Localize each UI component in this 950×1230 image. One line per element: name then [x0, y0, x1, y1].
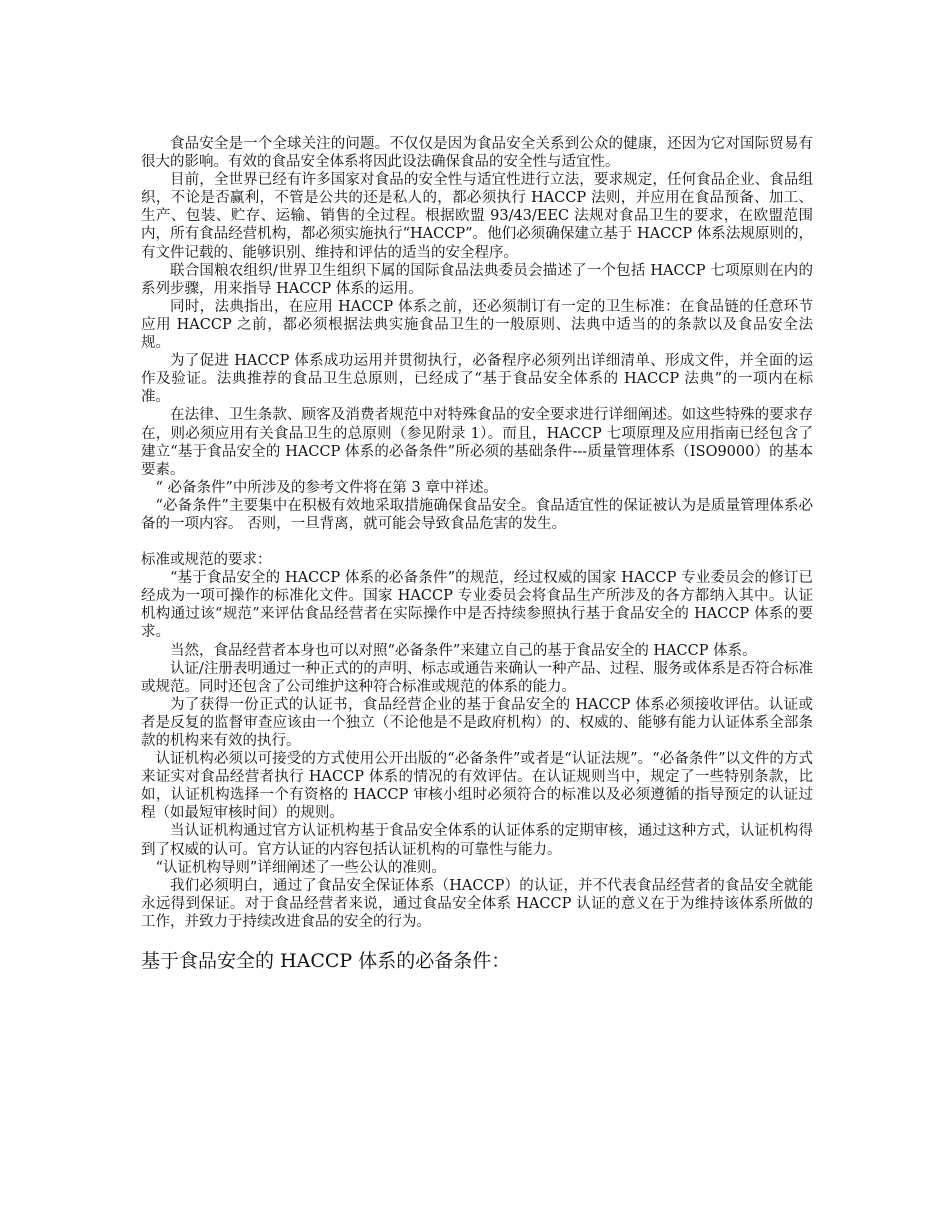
paragraph-special-requirements: 在法律、卫生条款、顾客及消费者规范中对特殊食品的安全要求进行详细阐述。如这些特殊的要求存在，则必须应用有关食品卫生的总原则（参见附录 1）。而且，HACCP 七项原理及应用指南已经包含了建立“基于食品安全的 HACCP 体系的必备条件”所必须的基础条件---质量管理体系（ISO9000）的基本要素。	[141, 407, 813, 478]
paragraph-specification: “基于食品安全的 HACCP 体系的必备条件”的规范，经过权威的国家 HACCP 专业委员会的修订已经成为一项可操作的标准化文件。国家 HACCP 专业委员会将食品生产所涉及的各方都纳入其中。认证机构通过该“规范”来评估食品经营者在实际操作中是否持续参照执行基于食品安全的 HACCP 体系的要求。	[141, 570, 813, 641]
blank-line	[141, 533, 813, 551]
paragraph-self-assessment: 当然，食品经营者本身也可以对照“必备条件”来建立自己的基于食品安全的 HACCP 体系。	[170, 642, 757, 659]
paragraph-reference-docs: “ 必备条件”中所涉及的参考文件将在第 3 章中祥述。	[155, 479, 498, 496]
paragraph-certification-definition: 认证/注册表明通过一种正式的的声明、标志或通告来确认一种产品、过程、服务或体系是否符合标准或规范。同时还包含了公司维护这种符合标准或规范的体系的能力。	[141, 660, 813, 695]
paragraph-hygiene-standards: 同时，法典指出，在应用 HACCP 体系之前，还必须制订有一定的卫生标准：在食品链的任意环节应用 HACCP 之前，都必须根据法典实施食品卫生的一般原则、法典中适当的的条款以及食品安全法规。	[141, 298, 813, 352]
section-heading: 基于食品安全的 HACCP 体系的必备条件：	[141, 950, 511, 973]
paragraph-certificate: 为了获得一份正式的认证书，食品经营企业的基于食品安全的 HACCP 体系必须接收评估。认证或者是反复的监督审查应该由一个独立（不论他是不是政府机构）的、权威的、能够有能力认证体系全部条款的机构来有效的执行。	[141, 696, 813, 749]
paragraph-accreditation: 当认证机构通过官方认证机构基于食品安全体系的认证体系的定期审核，通过这种方式，认证机构得到了权威的认可。官方认证的内容包括认证机构的可靠性与能力。	[141, 823, 813, 858]
paragraph-intro: 食品安全是一个全球关注的问题。不仅仅是因为食品安全关系到公众的健康，还因为它对国际贸易有很大的影响。有效的食品安全体系将因此设法确保食品的安全性与适宜性。	[141, 136, 813, 171]
paragraph-guidelines: “认证机构导则”详细阐述了一些公认的准则。	[155, 859, 446, 876]
paragraph-focus: “必备条件”主要集中在积极有效地采取措施确保食品安全。食品适宜性的保证被认为是质量管理体系必备的一项内容。 否则，一旦背离，就可能会导致食品危害的发生。	[141, 497, 813, 532]
section-label-requirements: 标准或规范的要求：	[141, 552, 272, 569]
paragraph-certification-body: 认证机构必须以可接受的方式使用公开出版的“必备条件”或者是“认证法规”。“必备条件”以文件的方式来证实对食品经营者执行 HACCP 体系的情况的有效评估。在认证规则当中，规定了一些特别条款，比如，认证机构选择一个有资格的 HACCP 审核小组时必须符合的标准以及必须遵循的指导预定的认证过程（如最短审核时间）的规则。	[141, 751, 813, 822]
paragraph-prerequisite-programs: 为了促进 HACCP 体系成功运用并贯彻执行，必备程序必须列出详细清单、形成文件，并全面的运作及验证。法典推荐的食品卫生总原则，已经成了“基于食品安全体系的 HACCP 法典”的一项内在标准。	[141, 353, 813, 406]
document-page	[141, 135, 813, 973]
paragraph-codex: 联合国粮农组织/世界卫生组织下属的国际食品法典委员会描述了一个包括 HACCP 七项原则在内的系列步骤，用来指导 HACCP 体系的运用。	[141, 262, 813, 297]
paragraph-conclusion: 我们必须明白，通过了食品安全保证体系（HACCP）的认证，并不代表食品经营者的食品安全就能永远得到保证。对于食品经营者来说，通过食品安全体系 HACCP 认证的意义在于为维持该体系所做的工作，并致力于持续改进食品的安全的行为。	[141, 877, 813, 930]
paragraph-legislation: 目前，全世界已经有许多国家对食品的安全性与适宜性进行立法，要求规定，任何食品企业、食品组织，不论是否赢利，不管是公共的还是私人的，都必须执行 HACCP 法则，并应用在食品预备、加工、生产、包装、贮存、运输、销售的全过程。根据欧盟 93/43/EEC 法规对食品卫生的要求，在欧盟范围内，所有食品经营机构，都必须实施执行“HACCP”。他们必须确保建立基于 HACCP 体系法规原则的，有文件记载的、能够识别、维持和评估的适当的安全程序。	[141, 172, 813, 261]
